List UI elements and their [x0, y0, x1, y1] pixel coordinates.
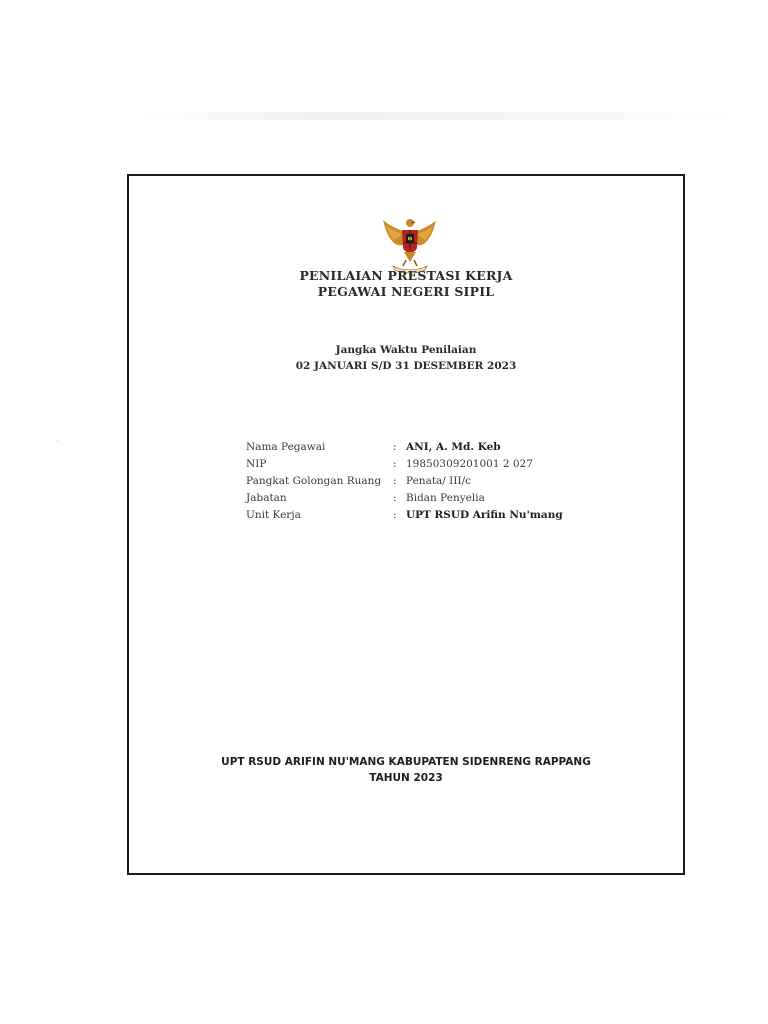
field-label: Pangkat Golongan Ruang	[246, 474, 382, 487]
document-title: PENILAIAN PRESTASI KERJA	[299, 268, 513, 283]
field-value: UPT RSUD Arifin Nu'mang	[406, 508, 563, 521]
field-row-unit-kerja	[246, 506, 606, 523]
field-label: Nama Pegawai	[246, 440, 326, 453]
field-value: Penata/ III/c	[406, 474, 472, 487]
field-separator: :	[393, 457, 397, 470]
field-separator: :	[393, 440, 397, 453]
garuda-pancasila-emblem-icon	[381, 216, 437, 274]
scan-speck: ·	[56, 437, 59, 446]
field-label: Unit Kerja	[246, 508, 301, 521]
field-row-pangkat	[246, 472, 606, 489]
institution-name: UPT RSUD ARIFIN NU'MANG KABUPATEN SIDENRENG RAPPANG	[221, 756, 591, 768]
employee-info-table	[246, 438, 606, 523]
field-label: NIP	[246, 457, 267, 470]
document-year: TAHUN 2023	[369, 772, 443, 784]
field-row-nip	[246, 455, 606, 472]
field-value: ANI, A. Md. Keb	[406, 440, 501, 453]
field-separator: :	[393, 508, 397, 521]
field-value: Bidan Penyelia	[406, 491, 485, 504]
document-frame	[127, 174, 685, 875]
field-label: Jabatan	[246, 491, 287, 504]
field-separator: :	[393, 491, 397, 504]
document-subtitle: PEGAWAI NEGERI SIPIL	[317, 284, 495, 299]
field-row-jabatan	[246, 489, 606, 506]
period-value: 02 JANUARI S/D 31 DESEMBER 2023	[295, 360, 517, 372]
field-separator: :	[393, 474, 397, 487]
field-row-nama-pegawai	[246, 438, 606, 455]
field-value: 19850309201001 2 027	[406, 457, 533, 470]
period-label: Jangka Waktu Penilaian	[335, 344, 477, 356]
scan-artifact	[140, 112, 740, 120]
